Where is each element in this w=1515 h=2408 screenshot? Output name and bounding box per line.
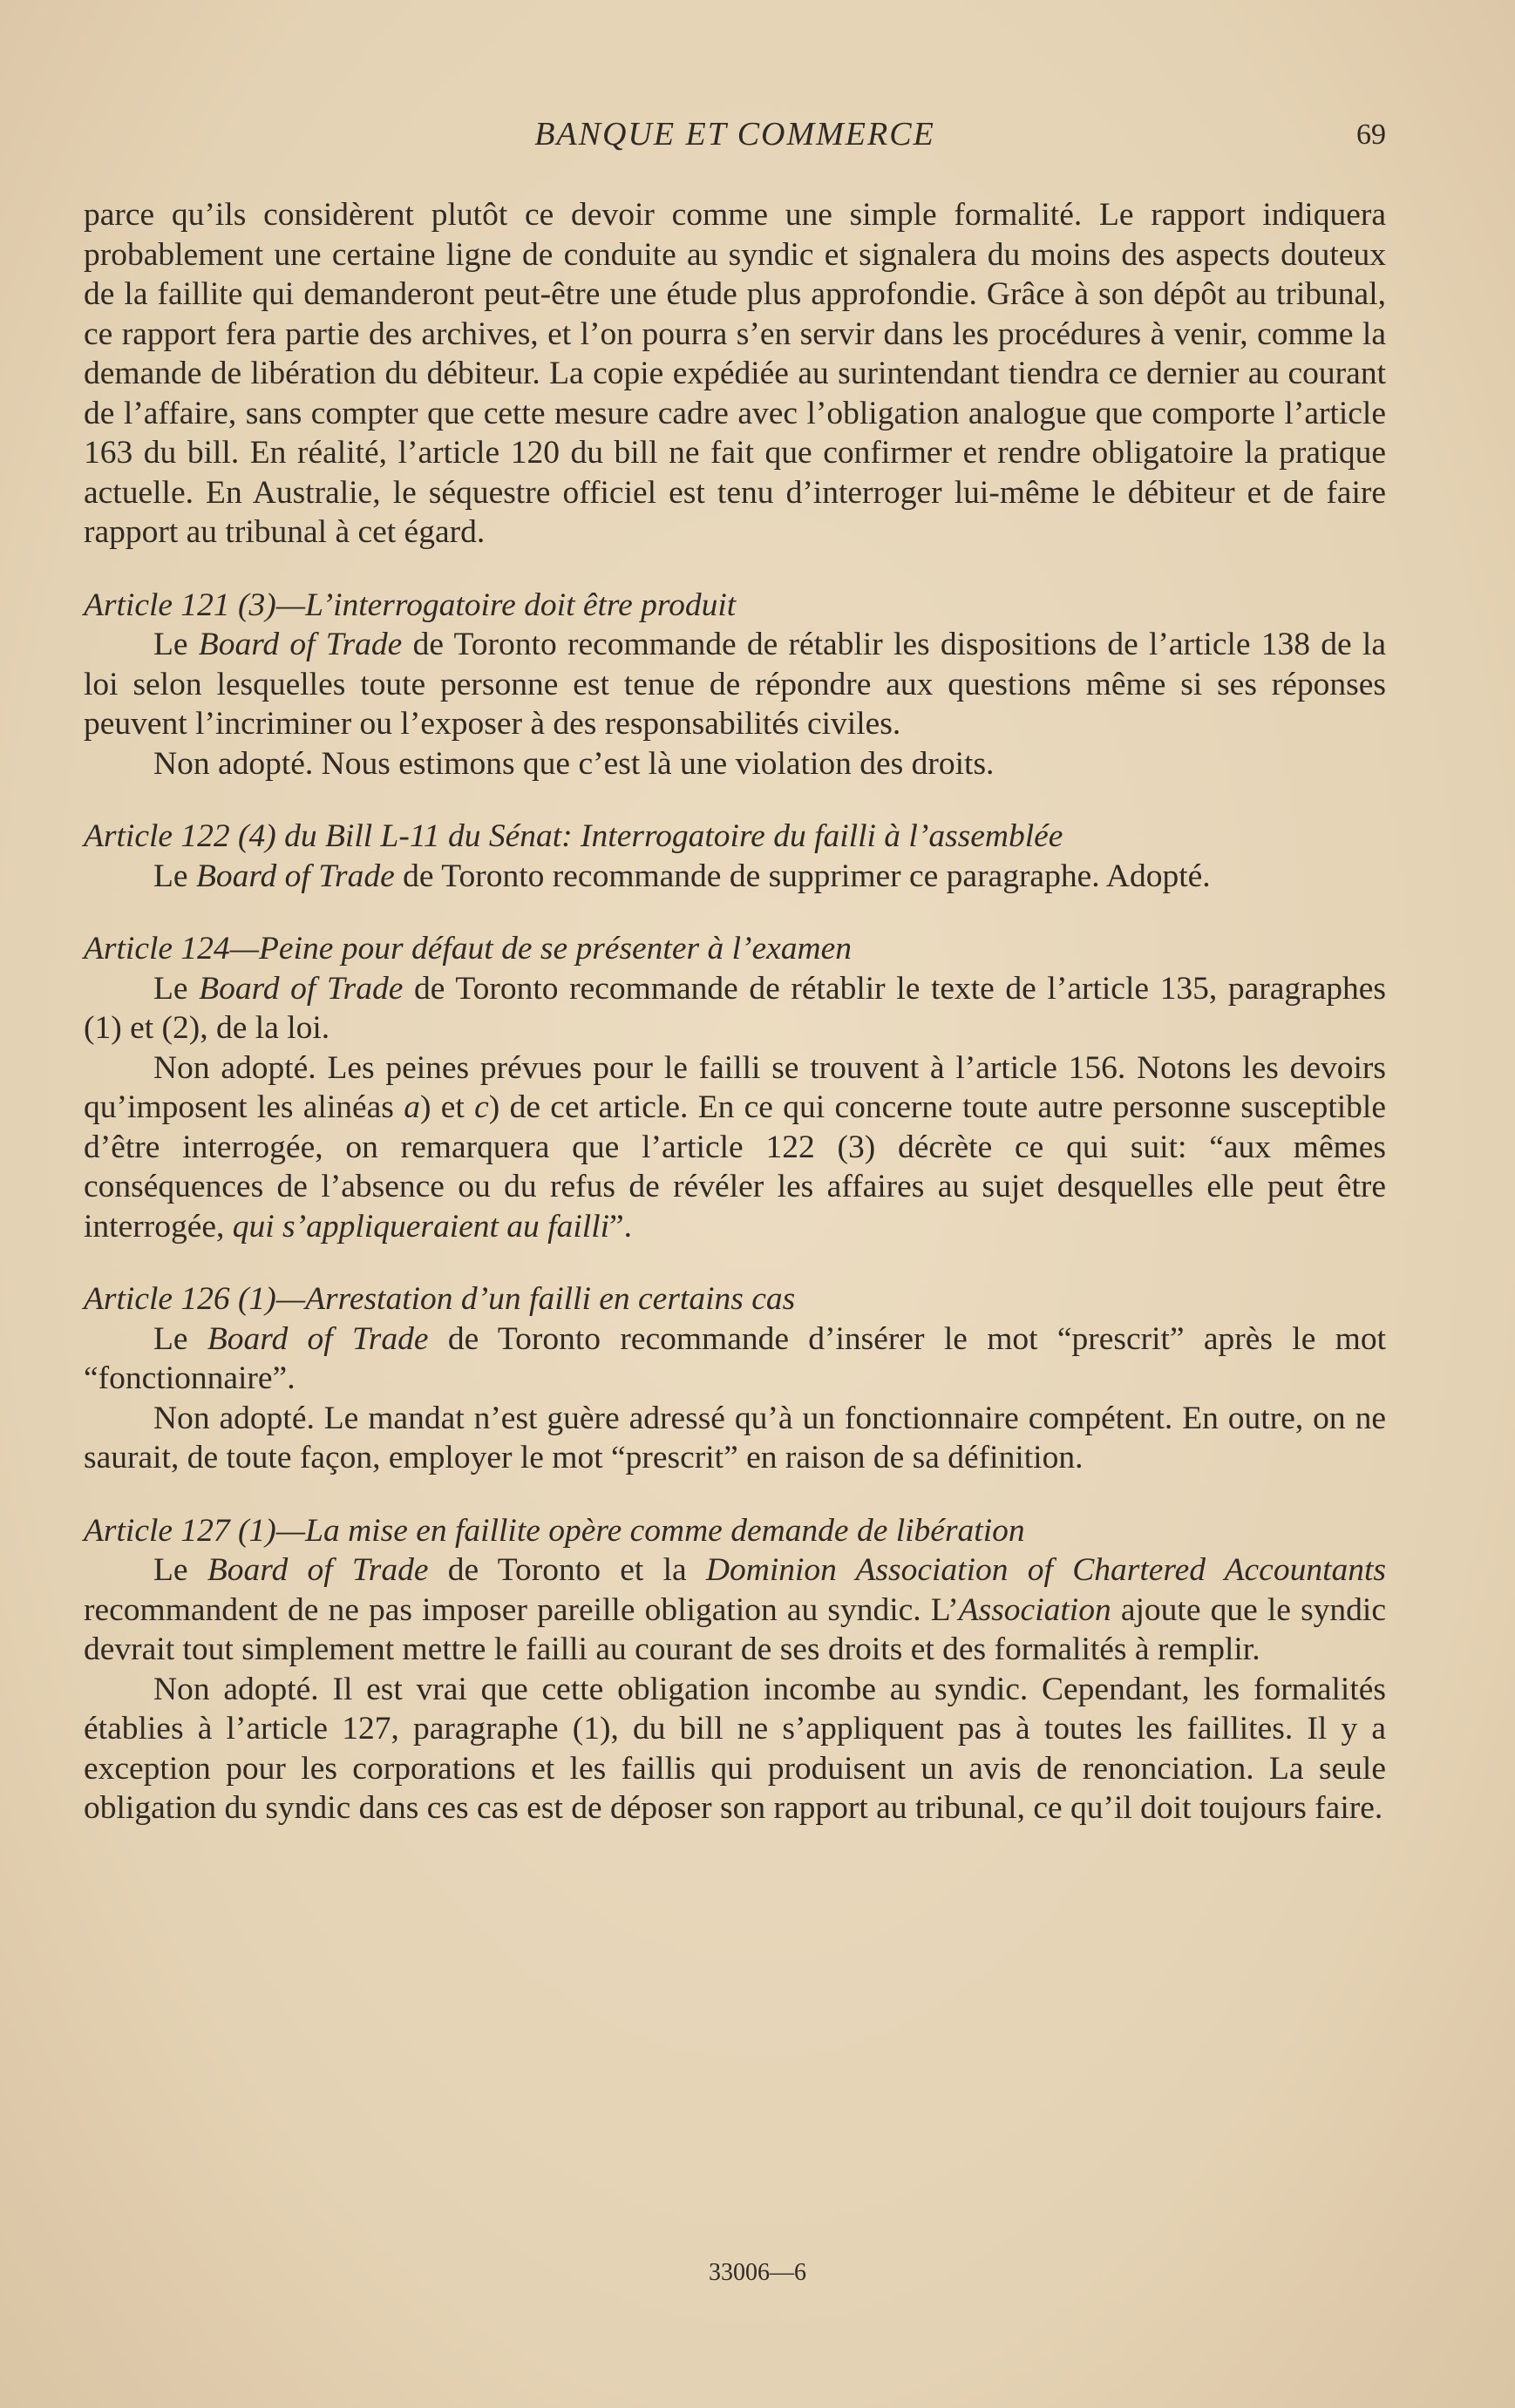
section-heading: Article 121 (3)—L’interrogatoire doit être produit (84, 587, 737, 623)
footer-code: 33006—6 (709, 2259, 806, 2286)
intro-paragraph: parce qu’ils considèrent plutôt ce devoir comme une simple formalité. Le rapport indiquera probablement une certaine ligne de conduite au syndic et signalera du moins des aspects douteux de la faillite qui demanderont peut-être une étude plus approfondie. Grâce à son dépôt au tribunal, ce rapport fera partie des archives, et l’on pourra s’en servir dans les procédures à venir, comme la demande de libération du débiteur. La copie expédiée au surintendant tiendra ce dernier au courant de l’affaire, sans compter que cette mesure cadre avec l’obligation analogue que comporte l’article 163 du bill. En réalité, l’article 120 du bill ne fait que confirmer et rendre obligatoire la pratique actuelle. En Australie, le séquestre officiel est tenu d’interroger lui-même le débiteur et de faire rapport au tribunal à cet égard. (84, 197, 1386, 550)
section-heading: Article 126 (1)—Arrestation d’un failli en certains cas (84, 1281, 796, 1317)
paragraph: Le Board of Trade de Toronto recommande de rétablir les dispositions de l’article 138 de la loi selon lesquelles toute personne est tenue de répondre aux questions même si ses réponses peuvent l’incriminer ou l’exposer à des responsabilités civiles. (84, 627, 1386, 742)
paragraph: Le Board of Trade de Toronto et la Dominion Association of Chartered Accountants recommandent de ne pas imposer pareille obligation au syndic. L’Association ajoute que le syndic devrait tout simplement mettre le failli au courant de ses droits et des formalités à remplir. (84, 1552, 1386, 1667)
running-head: BANQUE ET COMMERCE (534, 116, 935, 153)
section-article-126 (84, 1279, 1386, 1478)
section-article-122 (84, 817, 1386, 896)
paragraph: Non adopté. Le mandat n’est guère adressé qu’à un fonctionnaire compétent. En outre, on ne saurait, de toute façon, employer le mot “prescrit” en raison de sa définition. (84, 1400, 1386, 1475)
section-article-121 (84, 586, 1386, 784)
page-number: 69 (1356, 119, 1386, 151)
paragraph: Le Board of Trade de Toronto recommande d’insérer le mot “prescrit” après le mot “fonctionnaire”. (84, 1320, 1386, 1396)
paragraph: Non adopté. Les peines prévues pour le failli se trouvent à l’article 156. Notons les devoirs qu’imposent les alinéas a) et c) de cet article. En ce qui concerne toute autre personne susceptible d’être interrogée, on remarquera que l’article 122 (3) décrète ce qui suit: “aux mêmes conséquences de l’absence ou du refus de révéler les affaires au sujet desquelles elle peut être interrogée, qui s’appliqueraient au failli”. (84, 1049, 1386, 1245)
section-heading: Article 122 (4) du Bill L-11 du Sénat: Interrogatoire du failli à l’assemblée (84, 818, 1063, 854)
section-heading: Article 127 (1)—La mise en faillite opère comme demande de libération (84, 1512, 1025, 1549)
section-article-127 (84, 1511, 1386, 1828)
paragraph: Le Board of Trade de Toronto recommande de rétablir le texte de l’article 135, paragraphes (1) et (2), de la loi. (84, 970, 1386, 1046)
paragraph: Non adopté. Il est vrai que cette obligation incombe au syndic. Cependant, les formalités établies à l’article 127, paragraphe (1), du bill ne s’appliquent pas à toutes les faillites. Il y a exception pour les corporations et les faillis qui produisent un avis de renonciation. La seule obligation du syndic dans ces cas est de déposer son rapport au tribunal, ce qu’il doit toujours faire. (84, 1671, 1386, 1826)
paragraph: Non adopté. Nous estimons que c’est là une violation des droits. (153, 745, 995, 782)
paragraph: Le Board of Trade de Toronto recommande de supprimer ce paragraphe. Adopté. (153, 858, 1211, 894)
section-article-124 (84, 929, 1386, 1246)
page-header (84, 115, 1386, 167)
section-heading: Article 124—Peine pour défaut de se présenter à l’examen (84, 931, 853, 967)
page-body (84, 195, 1386, 1828)
